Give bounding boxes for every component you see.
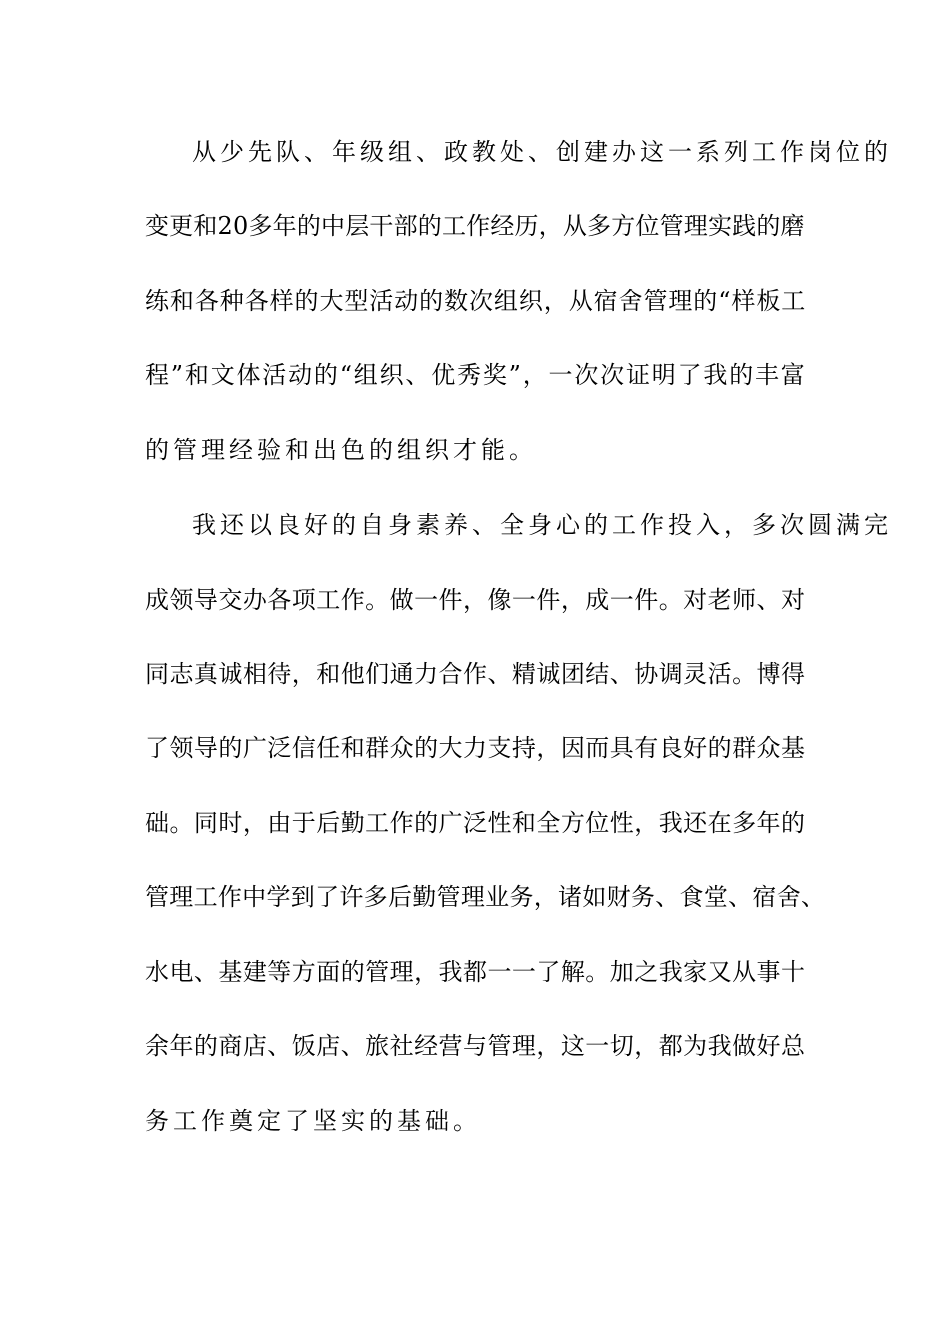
paragraph-2-line-3: 同志真诚相待，和他们通力合作、精诚团结、协调灵活。博得 [145, 660, 806, 688]
paragraph-1-line-3: 练和各种各样的大型活动的数次组织，从宿舍管理的“样板工 [145, 287, 807, 315]
paragraph-2-line-7: 水电、基建等方面的管理，我都一一了解。加之我家又从事十 [145, 958, 806, 986]
paragraph-2-line-2: 成领导交办各项工作。做一件，像一件，成一件。对老师、对 [145, 586, 806, 614]
paragraph-2-line-8: 余年的商店、饭店、旅社经营与管理，这一切，都为我做好总 [145, 1032, 806, 1060]
paragraph-2-line-5: 础。同时，由于后勤工作的广泛性和全方位性，我还在多年的 [145, 809, 806, 837]
paragraph-1-line-1: 从少先队、年级组、政教处、创建办这一系列工作岗位的 [192, 138, 892, 166]
paragraph-1-line-5: 的管理经验和出色的组织才能。 [145, 436, 537, 464]
paragraph-2-line-4: 了领导的广泛信任和群众的大力支持，因而具有良好的群众基 [145, 734, 806, 762]
paragraph-1-line-2: 变更和20多年的中层干部的工作经历，从多方位管理实践的磨 [145, 212, 805, 240]
paragraph-1-line-4: 程”和文体活动的“组织、优秀奖”，一次次证明了我的丰富 [145, 361, 807, 389]
paragraph-2-line-1: 我还以良好的自身素养、全身心的工作投入，多次圆满完 [192, 511, 892, 539]
paragraph-2-line-9: 务工作奠定了坚实的基础。 [145, 1107, 481, 1135]
paragraph-2-line-6: 管理工作中学到了许多后勤管理业务，诸如财务、食堂、宿舍、 [145, 883, 826, 911]
